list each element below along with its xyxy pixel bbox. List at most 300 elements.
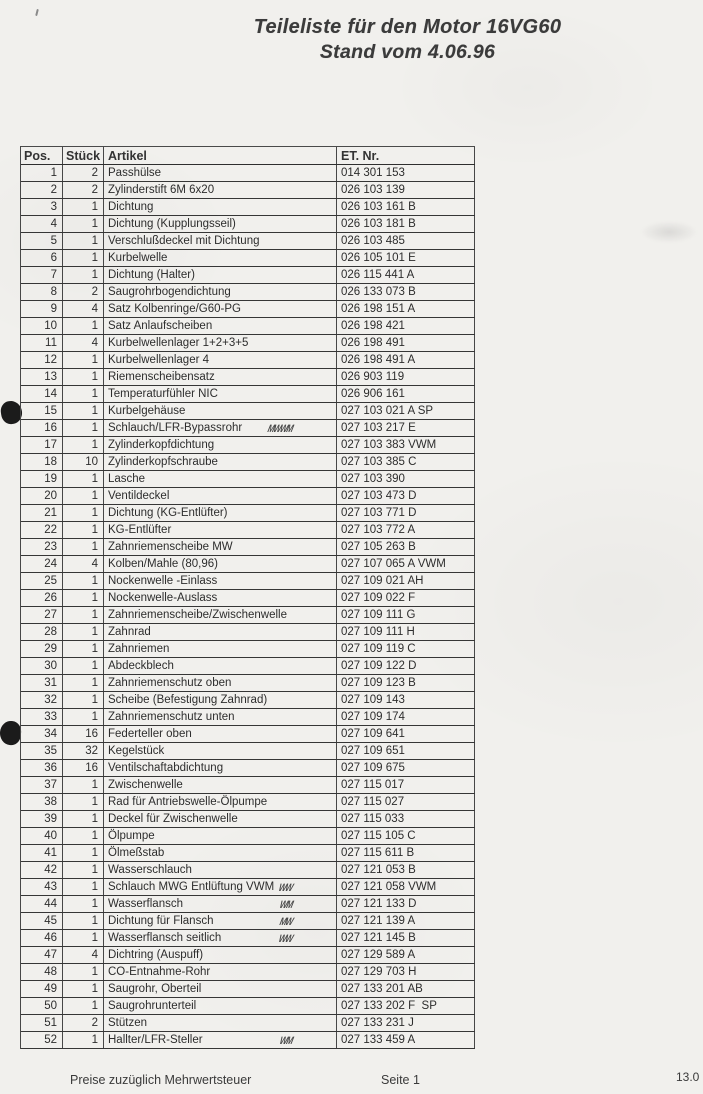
table-row [21, 471, 475, 488]
hole-punch-mark-bottom [0, 720, 22, 746]
handwritten-mark: WW [277, 881, 294, 894]
table-row [21, 811, 475, 828]
article-cell [104, 250, 337, 266]
article-cell [104, 267, 337, 283]
parts-table [20, 146, 475, 1049]
etnr-cell: 027 103 772 A [337, 522, 475, 538]
table-row [21, 947, 475, 964]
pos-cell: 49 [21, 981, 63, 997]
article-cell [104, 165, 337, 181]
article-cell [104, 454, 337, 470]
pos-cell: 2 [21, 182, 63, 198]
qty-cell: 4 [63, 301, 104, 317]
pos-cell: 28 [21, 624, 63, 640]
qty-cell: 1 [63, 267, 104, 283]
pos-cell: 24 [21, 556, 63, 572]
article-cell [104, 930, 337, 946]
table-row [21, 794, 475, 811]
table-row [21, 454, 475, 471]
qty-cell: 1 [63, 420, 104, 436]
qty-cell: 1 [63, 403, 104, 419]
table-row [21, 1032, 475, 1049]
pos-cell: 25 [21, 573, 63, 589]
etnr-cell: 026 105 101 E [337, 250, 475, 266]
qty-cell: 1 [63, 828, 104, 844]
table-row [21, 641, 475, 658]
article-text: Satz Kolbenringe/G60-PG [108, 303, 241, 315]
qty-cell: 2 [63, 284, 104, 300]
table-row [21, 1015, 475, 1032]
etnr-cell: 027 103 390 [337, 471, 475, 487]
scan-speck-mark [35, 9, 39, 16]
article-text: Dichtung [108, 201, 154, 213]
scan-smudge-mark [638, 220, 700, 244]
article-cell [104, 675, 337, 691]
footer-page-number: Seite 1 [381, 1073, 420, 1087]
title-line-2: Stand vom 4.06.96 [319, 41, 496, 63]
article-text: Dichtung für Flansch [108, 915, 214, 927]
table-row [21, 165, 475, 182]
article-text: Kolben/Mahle (80,96) [108, 558, 218, 570]
pos-cell: 40 [21, 828, 63, 844]
etnr-cell: 027 121 145 B [337, 930, 475, 946]
table-row [21, 692, 475, 709]
etnr-cell: 027 109 641 [337, 726, 475, 742]
table-row [21, 267, 475, 284]
article-text: Dichtung (Kupplungsseil) [108, 218, 236, 230]
pos-cell: 10 [21, 318, 63, 334]
qty-cell: 1 [63, 607, 104, 623]
article-cell [104, 471, 337, 487]
etnr-cell: 027 121 133 D [337, 896, 475, 912]
etnr-cell: 027 133 202 F SP [337, 998, 475, 1014]
article-text: Dichtung (KG-Entlüfter) [108, 507, 228, 519]
article-text: Nockenwelle-Auslass [108, 592, 218, 604]
table-row [21, 573, 475, 590]
qty-cell: 1 [63, 981, 104, 997]
etnr-cell: 026 115 441 A [337, 267, 475, 283]
article-cell [104, 335, 337, 351]
table-row [21, 862, 475, 879]
table-row [21, 964, 475, 981]
table-row [21, 233, 475, 250]
qty-cell: 1 [63, 692, 104, 708]
table-row [21, 556, 475, 573]
article-text: Saugrohrunterteil [108, 1000, 197, 1012]
etnr-cell: 027 133 201 AB [337, 981, 475, 997]
table-row [21, 913, 475, 930]
etnr-cell: 026 133 073 B [337, 284, 475, 300]
article-cell [104, 607, 337, 623]
article-cell [104, 488, 337, 504]
pos-cell: 16 [21, 420, 63, 436]
etnr-cell: 027 109 119 C [337, 641, 475, 657]
etnr-cell: 027 121 139 A [337, 913, 475, 929]
pos-cell: 19 [21, 471, 63, 487]
qty-cell: 1 [63, 624, 104, 640]
pos-cell: 22 [21, 522, 63, 538]
qty-cell: 1 [63, 369, 104, 385]
article-cell [104, 522, 337, 538]
article-cell [104, 641, 337, 657]
table-row [21, 726, 475, 743]
pos-cell: 15 [21, 403, 63, 419]
qty-cell: 1 [63, 590, 104, 606]
article-text: Federteller oben [108, 728, 192, 740]
etnr-cell: 026 906 161 [337, 386, 475, 402]
qty-cell: 1 [63, 879, 104, 895]
article-text: Temperaturfühler NIC [108, 388, 218, 400]
title-line-1: Teileliste für den Motor 16VG60 [253, 16, 562, 38]
etnr-cell: 027 121 058 VWM [337, 879, 475, 895]
article-text: Zahnriemen [108, 643, 170, 655]
pos-cell: 14 [21, 386, 63, 402]
handwritten-mark: MWWM [266, 422, 294, 435]
table-row [21, 879, 475, 896]
article-text: Ölmeßstab [108, 847, 165, 859]
qty-cell: 1 [63, 437, 104, 453]
pos-cell: 50 [21, 998, 63, 1014]
pos-cell: 6 [21, 250, 63, 266]
pos-cell: 39 [21, 811, 63, 827]
pos-cell: 43 [21, 879, 63, 895]
article-text: Riemenscheibensatz [108, 371, 215, 383]
etnr-cell: 027 107 065 A VWM [337, 556, 475, 572]
article-cell [104, 862, 337, 878]
qty-cell: 1 [63, 709, 104, 725]
pos-cell: 34 [21, 726, 63, 742]
article-cell [104, 743, 337, 759]
article-cell [104, 556, 337, 572]
table-header-row [21, 146, 475, 165]
article-cell [104, 1015, 337, 1031]
article-cell [104, 420, 337, 436]
etnr-cell: 027 109 111 H [337, 624, 475, 640]
etnr-cell: 027 115 033 [337, 811, 475, 827]
qty-cell: 1 [63, 488, 104, 504]
article-cell [104, 182, 337, 198]
pos-cell: 17 [21, 437, 63, 453]
etnr-cell: 027 103 473 D [337, 488, 475, 504]
table-row [21, 199, 475, 216]
article-text: Kurbelwellenlager 1+2+3+5 [108, 337, 249, 349]
table-row [21, 998, 475, 1015]
article-text: Passhülse [108, 167, 162, 179]
article-cell [104, 573, 337, 589]
table-row [21, 488, 475, 505]
pos-cell: 12 [21, 352, 63, 368]
pos-cell: 42 [21, 862, 63, 878]
qty-cell: 1 [63, 318, 104, 334]
article-cell [104, 811, 337, 827]
handwritten-mark: WW [277, 932, 294, 945]
article-cell [104, 726, 337, 742]
etnr-cell: 027 103 771 D [337, 505, 475, 521]
article-text: Zwischenwelle [108, 779, 183, 791]
etnr-cell: 027 109 022 F [337, 590, 475, 606]
article-text: Lasche [108, 473, 146, 485]
pos-cell: 37 [21, 777, 63, 793]
article-cell [104, 998, 337, 1014]
article-cell [104, 505, 337, 521]
etnr-cell: 027 109 021 AH [337, 573, 475, 589]
pos-cell: 11 [21, 335, 63, 351]
qty-cell: 2 [63, 165, 104, 181]
table-row [21, 318, 475, 335]
article-text: Saugrohr, Oberteil [108, 983, 202, 995]
article-cell [104, 199, 337, 215]
pos-cell: 21 [21, 505, 63, 521]
table-row [21, 624, 475, 641]
etnr-cell: 027 109 111 G [337, 607, 475, 623]
qty-cell: 1 [63, 896, 104, 912]
article-cell [104, 301, 337, 317]
article-text: Rad für Antriebswelle-Ölpumpe [108, 796, 268, 808]
article-cell [104, 964, 337, 980]
table-row [21, 437, 475, 454]
table-row [21, 607, 475, 624]
article-text: KG-Entlüfter [108, 524, 172, 536]
article-text: Wasserflansch seitlich [108, 932, 222, 944]
qty-cell: 1 [63, 539, 104, 555]
article-text: Wasserflansch [108, 898, 183, 910]
qty-cell: 2 [63, 1015, 104, 1031]
article-text: Kegelstück [108, 745, 165, 757]
qty-cell: 1 [63, 386, 104, 402]
table-row [21, 182, 475, 199]
pos-cell: 5 [21, 233, 63, 249]
table-row [21, 930, 475, 947]
pos-cell: 35 [21, 743, 63, 759]
pos-cell: 36 [21, 760, 63, 776]
article-text: Ventildeckel [108, 490, 170, 502]
article-text: Kurbelwellenlager 4 [108, 354, 210, 366]
etnr-cell: 027 115 105 C [337, 828, 475, 844]
table-row [21, 420, 475, 437]
etnr-cell: 026 103 181 B [337, 216, 475, 232]
header-stueck: Stück [63, 147, 104, 164]
etnr-cell: 027 115 611 B [337, 845, 475, 861]
article-cell [104, 369, 337, 385]
article-text: Schlauch/LFR-Bypassrohr [108, 422, 243, 434]
etnr-cell: 027 109 122 D [337, 658, 475, 674]
pos-cell: 31 [21, 675, 63, 691]
etnr-cell: 026 198 491 A [337, 352, 475, 368]
article-text: Wasserschlauch [108, 864, 192, 876]
pos-cell: 20 [21, 488, 63, 504]
article-text: Scheibe (Befestigung Zahnrad) [108, 694, 268, 706]
article-cell [104, 318, 337, 334]
pos-cell: 51 [21, 1015, 63, 1031]
etnr-cell: 027 129 703 H [337, 964, 475, 980]
qty-cell: 1 [63, 998, 104, 1014]
article-text: Stützen [108, 1017, 147, 1029]
article-text: Satz Anlaufscheiben [108, 320, 213, 332]
header-artikel: Artikel [104, 147, 337, 164]
pos-cell: 47 [21, 947, 63, 963]
qty-cell: 1 [63, 641, 104, 657]
pos-cell: 46 [21, 930, 63, 946]
pos-cell: 33 [21, 709, 63, 725]
table-row [21, 658, 475, 675]
handwritten-mark: MW [278, 915, 294, 928]
article-cell [104, 437, 337, 453]
qty-cell: 16 [63, 760, 104, 776]
qty-cell: 16 [63, 726, 104, 742]
article-text: Zylinderkopfdichtung [108, 439, 215, 451]
qty-cell: 10 [63, 454, 104, 470]
article-cell [104, 845, 337, 861]
article-cell [104, 352, 337, 368]
pos-cell: 45 [21, 913, 63, 929]
article-text: Verschlußdeckel mit Dichtung [108, 235, 260, 247]
table-row [21, 301, 475, 318]
article-cell [104, 794, 337, 810]
qty-cell: 1 [63, 233, 104, 249]
qty-cell: 1 [63, 777, 104, 793]
article-text: Deckel für Zwischenwelle [108, 813, 238, 825]
etnr-cell: 027 109 651 [337, 743, 475, 759]
pos-cell: 13 [21, 369, 63, 385]
table-row [21, 539, 475, 556]
pos-cell: 8 [21, 284, 63, 300]
pos-cell: 3 [21, 199, 63, 215]
article-cell [104, 879, 337, 895]
header-pos: Pos. [21, 147, 63, 164]
table-row [21, 386, 475, 403]
table-row [21, 403, 475, 420]
qty-cell: 1 [63, 930, 104, 946]
etnr-cell: 027 115 027 [337, 794, 475, 810]
qty-cell: 1 [63, 352, 104, 368]
etnr-cell: 027 121 053 B [337, 862, 475, 878]
table-row [21, 845, 475, 862]
article-cell [104, 709, 337, 725]
table-row [21, 505, 475, 522]
article-text: Kurbelwelle [108, 252, 168, 264]
qty-cell: 1 [63, 573, 104, 589]
article-cell [104, 896, 337, 912]
table-row [21, 743, 475, 760]
qty-cell: 2 [63, 182, 104, 198]
footer-date-fragment: 13.0 [676, 1070, 700, 1084]
qty-cell: 1 [63, 811, 104, 827]
article-cell [104, 760, 337, 776]
article-cell [104, 539, 337, 555]
article-cell [104, 233, 337, 249]
article-text: Ventilschaftabdichtung [108, 762, 224, 774]
article-cell [104, 658, 337, 674]
table-body [21, 165, 475, 1049]
etnr-cell: 027 129 589 A [337, 947, 475, 963]
pos-cell: 41 [21, 845, 63, 861]
table-row [21, 709, 475, 726]
table-row [21, 896, 475, 913]
article-text: Schlauch MWG Entlüftung VWM [108, 881, 275, 893]
article-text: Dichtring (Auspuff) [108, 949, 204, 961]
qty-cell: 1 [63, 250, 104, 266]
table-row [21, 250, 475, 267]
etnr-cell: 027 109 123 B [337, 675, 475, 691]
qty-cell: 4 [63, 947, 104, 963]
table-row [21, 216, 475, 233]
qty-cell: 1 [63, 675, 104, 691]
pos-cell: 27 [21, 607, 63, 623]
qty-cell: 1 [63, 505, 104, 521]
qty-cell: 1 [63, 794, 104, 810]
article-text: Dichtung (Halter) [108, 269, 195, 281]
article-text: Zahnrad [108, 626, 151, 638]
etnr-cell: 027 133 231 J [337, 1015, 475, 1031]
article-text: Zylinderkopfschraube [108, 456, 218, 468]
article-text: Hallter/LFR-Steller [108, 1034, 203, 1046]
article-text: CO-Entnahme-Rohr [108, 966, 211, 978]
pos-cell: 26 [21, 590, 63, 606]
etnr-cell: 026 198 421 [337, 318, 475, 334]
qty-cell: 1 [63, 658, 104, 674]
pos-cell: 4 [21, 216, 63, 232]
article-text: Zylinderstift 6M 6x20 [108, 184, 215, 196]
qty-cell: 1 [63, 522, 104, 538]
etnr-cell: 027 109 675 [337, 760, 475, 776]
etnr-cell: 026 198 151 A [337, 301, 475, 317]
qty-cell: 1 [63, 913, 104, 929]
pos-cell: 38 [21, 794, 63, 810]
qty-cell: 1 [63, 964, 104, 980]
document-title [56, 15, 703, 65]
article-text: Zahnriemenschutz unten [108, 711, 235, 723]
etnr-cell: 027 105 263 B [337, 539, 475, 555]
article-cell [104, 913, 337, 929]
pos-cell: 44 [21, 896, 63, 912]
article-cell [104, 777, 337, 793]
header-etnr: ET. Nr. [337, 147, 475, 164]
pos-cell: 18 [21, 454, 63, 470]
article-text: Zahnriemenscheibe/Zwischenwelle [108, 609, 287, 621]
pos-cell: 30 [21, 658, 63, 674]
table-row [21, 828, 475, 845]
etnr-cell: 027 103 383 VWM [337, 437, 475, 453]
etnr-cell: 027 103 385 C [337, 454, 475, 470]
etnr-cell: 026 103 139 [337, 182, 475, 198]
pos-cell: 32 [21, 692, 63, 708]
table-row [21, 335, 475, 352]
pos-cell: 23 [21, 539, 63, 555]
article-text: Ölpumpe [108, 830, 155, 842]
article-cell [104, 692, 337, 708]
article-cell [104, 284, 337, 300]
etnr-cell: 014 301 153 [337, 165, 475, 181]
qty-cell: 1 [63, 216, 104, 232]
article-text: Abdeckblech [108, 660, 174, 672]
etnr-cell: 026 903 119 [337, 369, 475, 385]
article-text: Nockenwelle -Einlass [108, 575, 218, 587]
handwritten-mark: WM [278, 898, 294, 911]
qty-cell: 1 [63, 471, 104, 487]
etnr-cell: 026 198 491 [337, 335, 475, 351]
article-cell [104, 947, 337, 963]
article-text: Zahnriemenschutz oben [108, 677, 232, 689]
table-row [21, 369, 475, 386]
qty-cell: 1 [63, 845, 104, 861]
pos-cell: 9 [21, 301, 63, 317]
article-text: Zahnriemenscheibe MW [108, 541, 233, 553]
etnr-cell: 027 103 021 A SP [337, 403, 475, 419]
table-row [21, 284, 475, 301]
qty-cell: 1 [63, 1032, 104, 1048]
etnr-cell: 027 109 143 [337, 692, 475, 708]
pos-cell: 48 [21, 964, 63, 980]
